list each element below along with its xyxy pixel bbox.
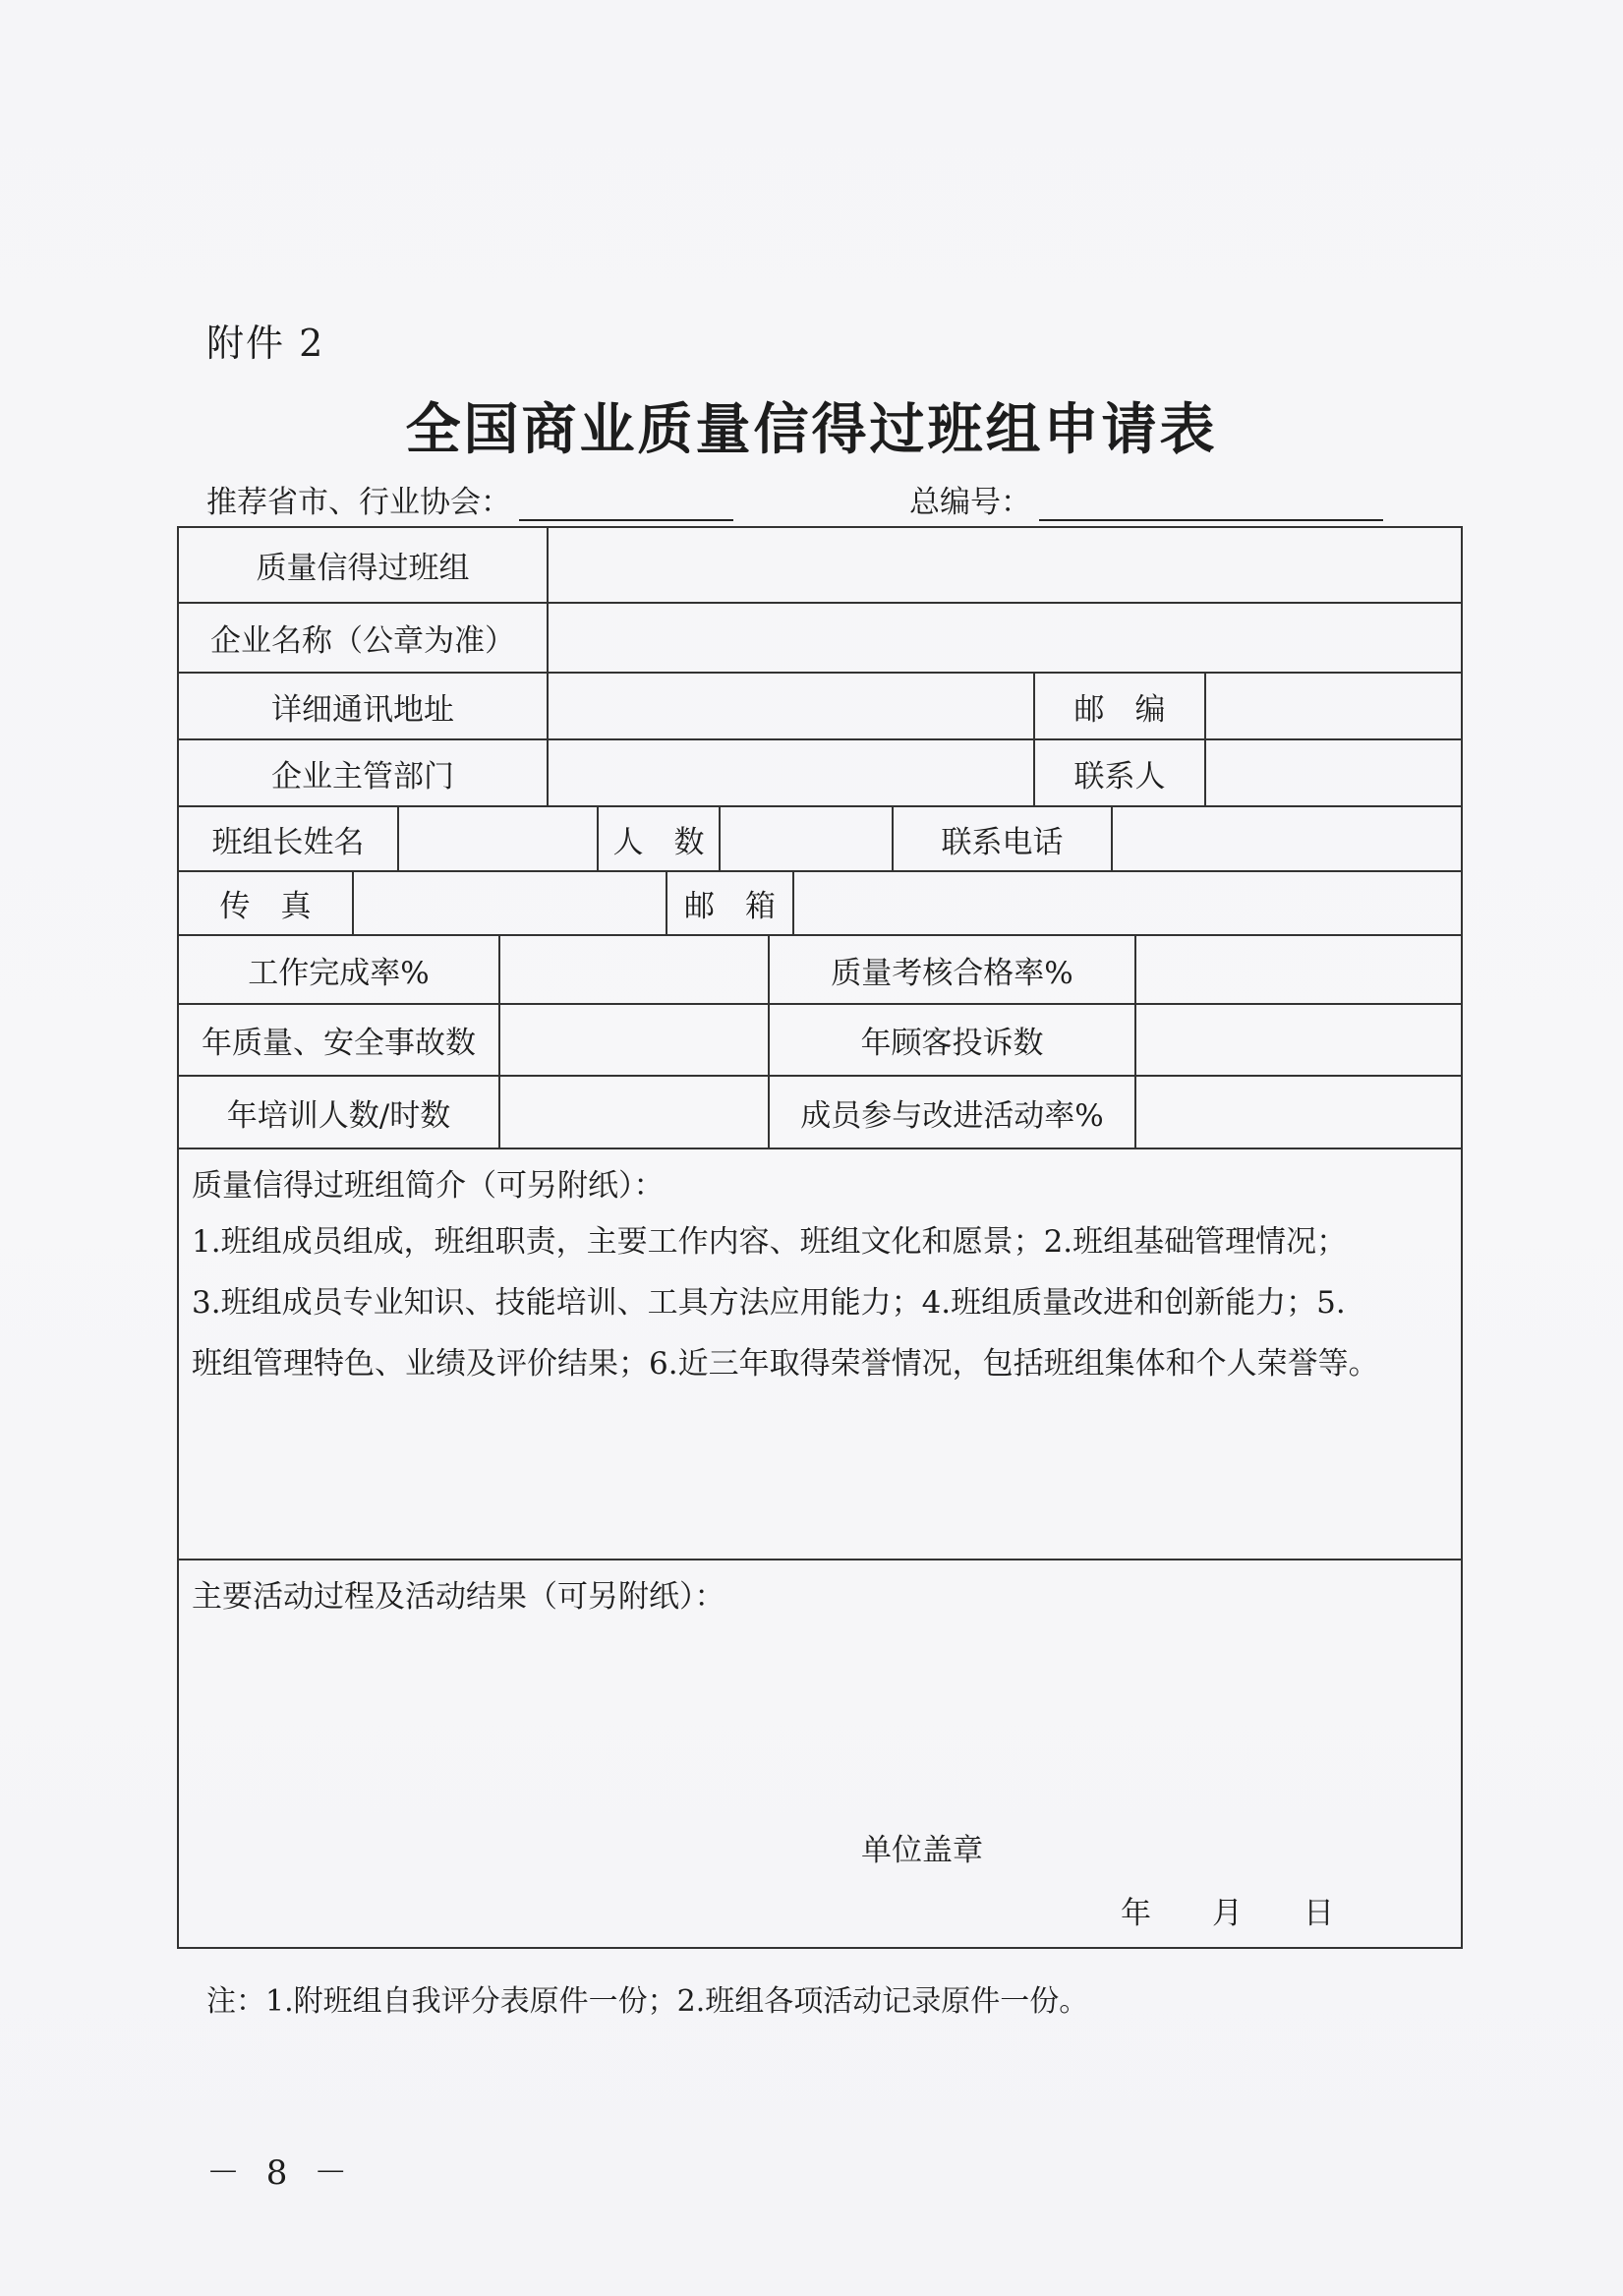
fax-label: 传 真 [219,889,312,924]
leader-name-label: 班组长姓名 [211,824,365,860]
completion-rate-label: 工作完成率% [248,955,430,991]
contact-label: 联系人 [1073,758,1166,795]
department-label: 企业主管部门 [271,758,454,795]
leader-name-field[interactable] [399,807,597,870]
participation-rate-field[interactable] [1136,1077,1461,1148]
training-field[interactable] [500,1077,768,1148]
page-number: － 8 － [206,2153,356,2193]
email-field[interactable] [794,872,1461,934]
attachment-label: 附件 2 [206,322,325,365]
activity-title: 主要活动过程及活动结果（可另附纸）： [192,1579,725,1615]
table-border-bottom [177,1947,1463,1949]
recommender-label: 推荐省市、行业协会： [206,485,511,520]
serial-label: 总编号： [909,485,1031,520]
accident-count-label: 年质量、安全事故数 [202,1026,476,1061]
phone-label: 联系电话 [941,824,1064,860]
member-count-label: 人 数 [612,824,705,860]
fax-field[interactable] [354,872,666,934]
activity-field[interactable] [179,1618,1461,1913]
phone-field[interactable] [1113,807,1461,870]
footnote: 注：1.附班组自我评分表原件一份；2.班组各项活动记录原件一份。 [206,1984,1089,2019]
complaint-count-field[interactable] [1136,1005,1461,1075]
team-name-label: 质量信得过班组 [256,551,470,586]
address-field[interactable] [549,674,1033,738]
form-title: 全国商业质量信得过班组申请表 [405,398,1218,462]
pass-rate-label: 质量考核合格率% [831,955,1073,991]
seal-label: 单位盖章 [861,1833,983,1868]
address-label: 详细通讯地址 [271,691,454,728]
intro-line: 班组管理特色、业绩及评价结果；6.近三年取得荣誉情况，包括班组集体和个人荣誉等。 [192,1346,1379,1382]
training-label: 年培训人数/时数 [226,1097,451,1134]
postcode-label: 邮 编 [1073,691,1166,728]
row-divider [177,1148,1463,1149]
pass-rate-field[interactable] [1136,936,1461,1003]
participation-rate-label: 成员参与改进活动率% [800,1097,1104,1134]
row-divider [177,1559,1463,1560]
department-field[interactable] [549,740,1033,805]
complaint-count-label: 年顾客投诉数 [860,1026,1044,1061]
company-name-label: 企业名称（公章为准） [210,623,515,659]
date-label: 年 月 日 [1121,1896,1334,1931]
member-count-field[interactable] [721,807,892,870]
company-name-field[interactable] [549,604,1461,672]
intro-title: 质量信得过班组简介（可另附纸）： [192,1168,665,1204]
intro-line: 1.班组成员组成，班组职责，主要工作内容、班组文化和愿景；2.班组基础管理情况； [192,1224,1348,1260]
postcode-field[interactable] [1206,674,1461,738]
intro-guidelines[interactable] [192,1211,1460,1394]
email-label: 邮 箱 [684,889,776,924]
accident-count-field[interactable] [500,1005,768,1075]
completion-rate-field[interactable] [500,936,768,1003]
contact-field[interactable] [1206,740,1461,805]
team-name-field[interactable] [549,528,1461,602]
intro-line: 3.班组成员专业知识、技能培训、工具方法应用能力；4.班组质量改进和创新能力；5. [192,1285,1346,1321]
